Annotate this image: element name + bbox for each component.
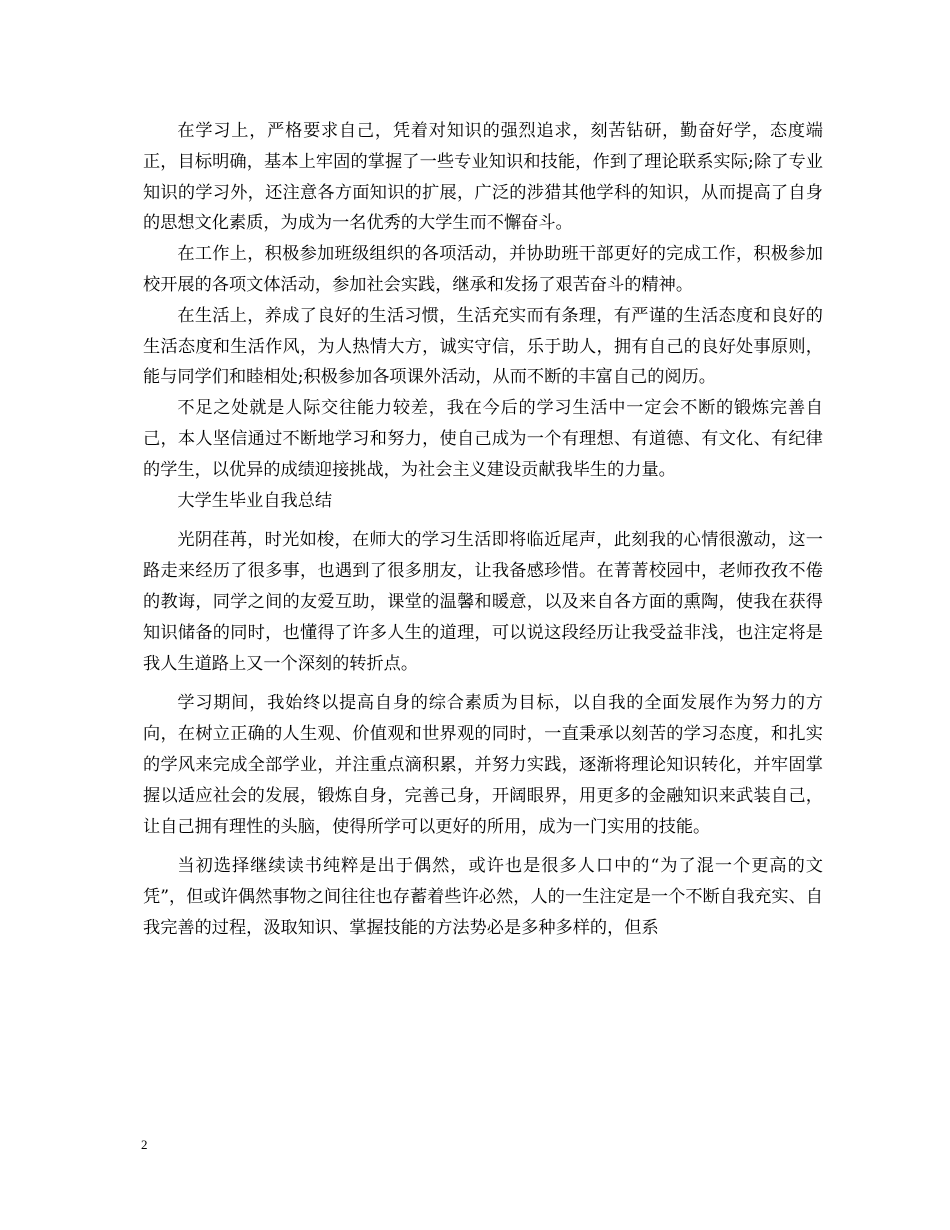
paragraph-choice: 当初选择继续读书纯粹是出于偶然，或许也是很多人口中的“为了混一个更高的文凭”，但或许偶然事物之间往往也存蓄着些许必然，人的一生注定是一个不断自我充实、自我完善的过程，汲取知识、掌握技能的方法势必是多种多样的，但系 (143, 856, 823, 938)
paragraph-study: 在学习上，严格要求自己，凭着对知识的强烈追求，刻苦钻研，勤奋好学，态度端正，目标明确，基本上牢固的掌握了一些专业知识和技能，作到了理论联系实际;除了专业知识的学习外，还注意各方面知识的扩展，广泛的涉猎其他学科的知识，从而提高了自身的思想文化素质，为成为一名优秀的大学生而不懈奋斗。 (143, 121, 823, 234)
paragraph-shortcomings: 不足之处就是人际交往能力较差，我在今后的学习生活中一定会不断的锻炼完善自己，本人坚信通过不断地学习和努力，使自己成为一个有理想、有道德、有文化、有纪律的学生，以优异的成绩迎接挑战，为社会主义建设贡献我毕生的力量。 (143, 398, 823, 480)
page-number: 2 (141, 1137, 148, 1152)
paragraph-life: 在生活上，养成了良好的生活习惯，生活充实而有条理，有严谨的生活态度和良好的生活态度和生活作风，为人热情大方，诚实守信，乐于助人，拥有自己的良好处事原则，能与同学们和睦相处;积极参加各项课外活动，从而不断的丰富自己的阅历。 (143, 305, 823, 388)
section-heading: 大学生毕业自我总结 (177, 490, 333, 511)
paragraph-intro: 光阴荏苒，时光如梭，在师大的学习生活即将临近尾声，此刻我的心情很激动，这一路走来经历了很多事，也遇到了很多朋友，让我备感珍惜。在菁菁校园中，老师孜孜不倦的教诲，同学之间的友爱互助，课堂的温馨和暖意，以及来自各方面的熏陶，使我在获得知识储备的同时，也懂得了许多人生的道理，可以说这段经历让我受益非浅，也注定将是我人生道路上又一个深刻的转折点。 (143, 530, 823, 674)
paragraph-study-period: 学习期间，我始终以提高自身的综合素质为目标，以自我的全面发展作为努力的方向，在树立正确的人生观、价值观和世界观的同时，一直秉承以刻苦的学习态度，和扎实的学风来完成全部学业，并注重点滴积累，并努力实践，逐渐将理论知识转化，并牢固掌握以适应社会的发展，锻炼自身，完善己身，开阔眼界，用更多的金融知识来武装自己，让自己拥有理性的头脑，使得所学可以更好的所用，成为一门实用的技能。 (143, 693, 823, 837)
body-text (143, 116, 823, 944)
paragraph-work: 在工作上，积极参加班级组织的各项活动，并协助班干部更好的完成工作，积极参加校开展的各项文体活动，参加社会实践，继承和发扬了艰苦奋斗的精神。 (143, 244, 823, 295)
